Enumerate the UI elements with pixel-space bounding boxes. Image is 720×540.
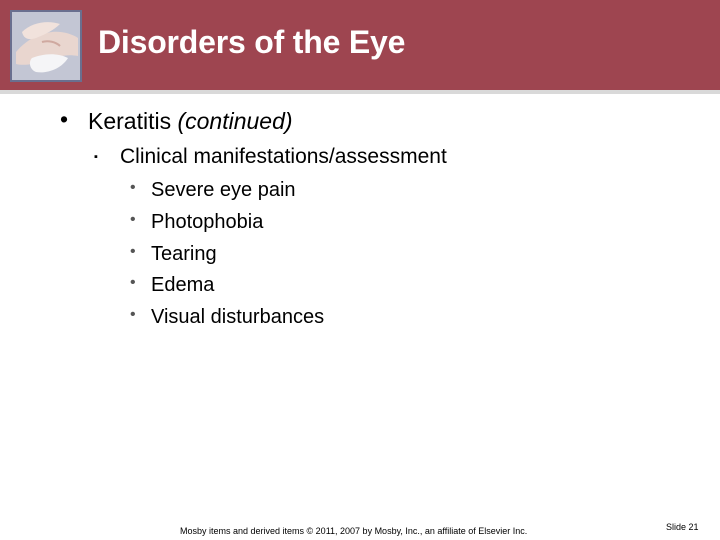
bullet-icon: • (130, 243, 136, 260)
bullet-icon: • (130, 179, 136, 196)
main-bullet-suffix: (continued) (177, 108, 293, 134)
slide-title: Disorders of the Eye (98, 24, 406, 60)
slide-number: Slide 21 (666, 522, 699, 532)
bullet-icon: • (130, 274, 136, 291)
list-item-text: Severe eye pain (151, 179, 296, 201)
bullet-icon: • (60, 106, 69, 132)
main-bullet-text: Keratitis (88, 108, 172, 134)
list-item-text: Tearing (151, 243, 217, 265)
list-item-text: Photophobia (151, 211, 264, 233)
list-item-text: Visual disturbances (151, 306, 325, 328)
title-bar (0, 0, 720, 90)
sub-bullet-text: Clinical manifestations/assessment (120, 145, 447, 168)
bullet-icon: • (130, 211, 136, 228)
header-photo (10, 10, 82, 82)
copyright-footer: Mosby items and derived items © 2011, 2007 by Mosby, Inc., an affiliate of Elsevier Inc. (180, 526, 528, 536)
square-bullet-icon: ▪ (94, 151, 98, 163)
bullet-icon: • (130, 306, 136, 323)
list-item-text: Edema (151, 274, 215, 296)
header-divider (0, 90, 720, 94)
